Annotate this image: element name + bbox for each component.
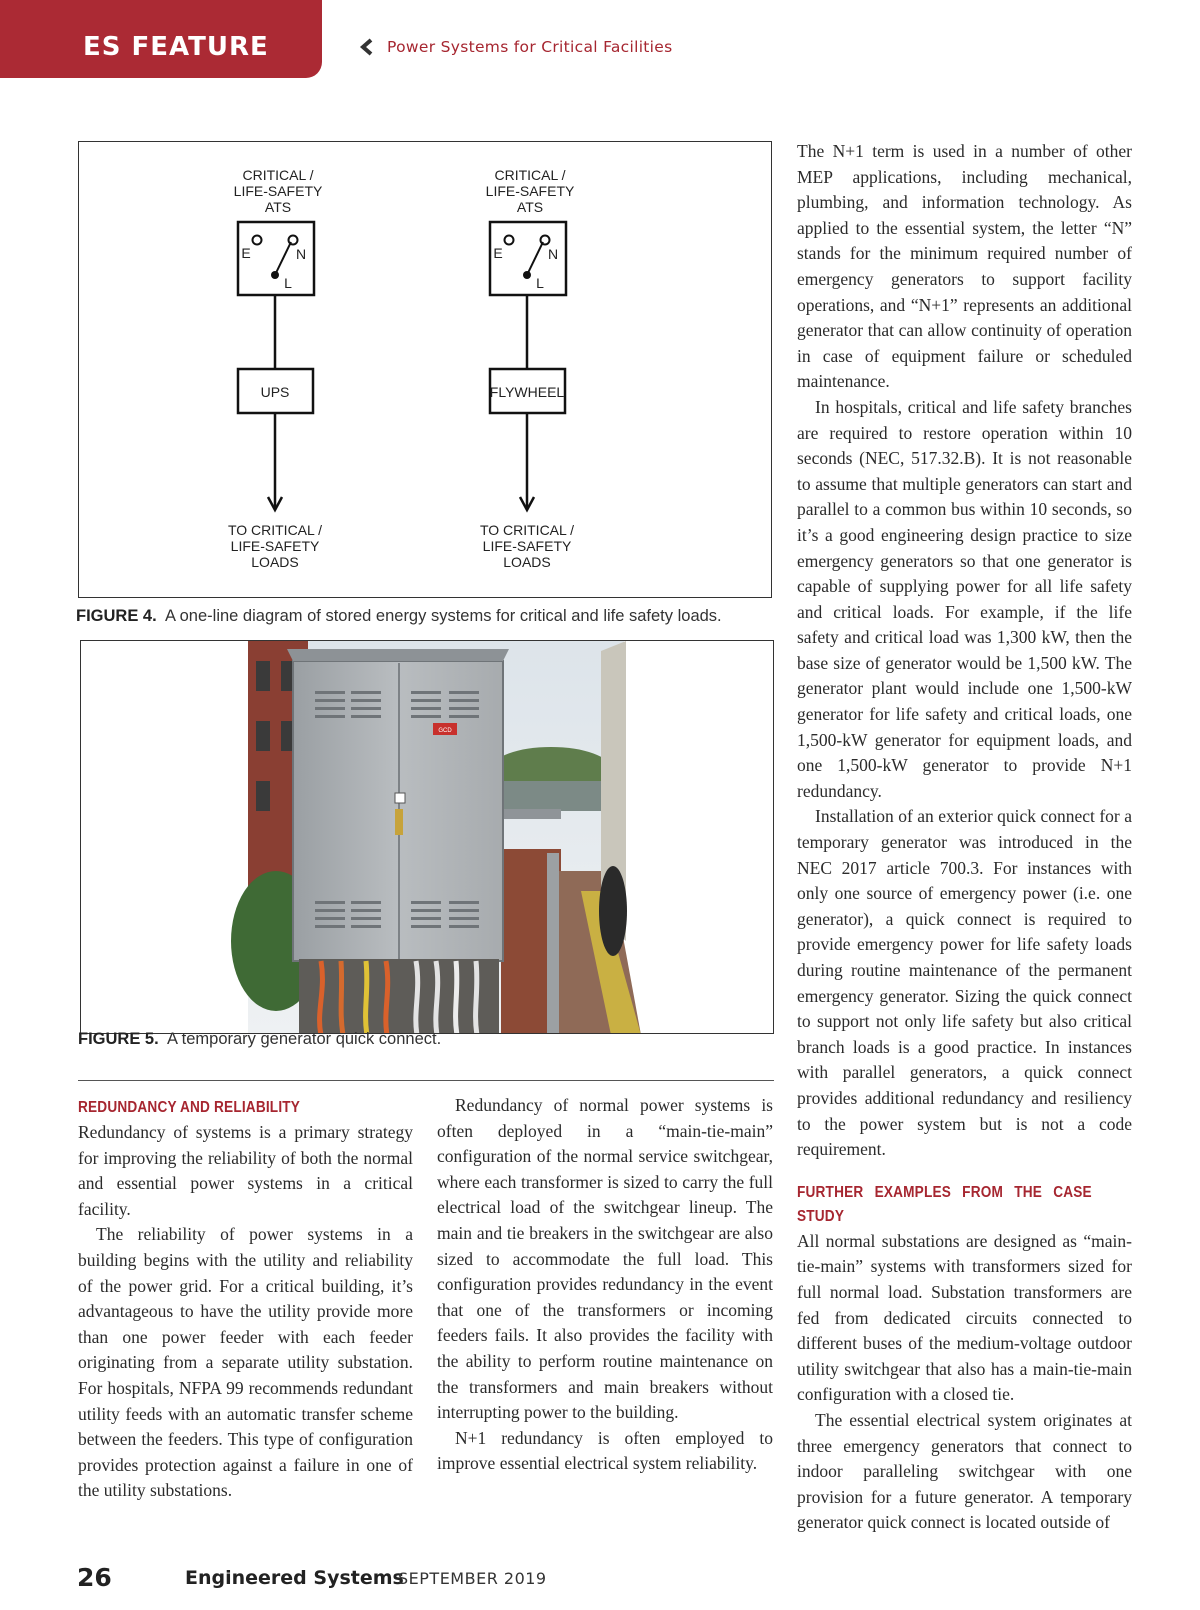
col2-paragraph-1: Redundancy of normal power systems is often deployed in a “main-tie-main” configuration of the normal service switchgear, where each transformer is sized to carry the full electrical load of the switchgear lineup. The main and tie breakers in the switchgear are also sized to accommodate the full load. This configuration provides redundancy in the event that one of the transformers or incoming feeders fails. It also provides the facility with the ability to perform routine maintenance on the transformers and main breakers without interrupting power to the building. [437,1095,773,1423]
col3-paragraph-4: All normal substations are designed as “main-tie-main” systems with transformers sized for full normal load. Substation transformers are fed from dedicated circuits connected to different buses of the medium-voltage outdoor utility switchgear that also has a main-tie-main configuration with a closed tie. [797,1230,1132,1405]
quick-connect-photo [81,641,774,1034]
right-load-label-2: LIFE-SAFETY [482,538,572,554]
right-ats-switch-blade [527,242,543,275]
col1-paragraph-2: The reliability of power systems in a building begins with the utility and reliability of the power grid. For a critical building, it’s advantageous to have the utility provide more than one power feeder with each feeder originating from a separate utility substation. For hospitals, NFPA 99 recommends redundant utility feeds with an automatic transfer scheme between the feeders. This type of configuration provides protection against a failure in one of the utility substations. [78,1224,413,1501]
right-load-label-1: TO CRITICAL / [479,522,575,538]
col2-paragraph-2: N+1 redundancy is often employed to improve essential electrical system reliability. [437,1427,773,1474]
column-1 [78,1096,413,1504]
right-ats-label-2: LIFE-SAFETY [485,183,575,199]
left-ats-label-1: CRITICAL / [242,167,314,183]
divider-rule [78,1080,774,1081]
right-load-label-3: LOADS [503,554,551,570]
right-ats-e-label: E [493,245,503,261]
left-load-label-1: TO CRITICAL / [227,522,323,538]
col3-paragraph-1: The N+1 term is used in a number of other MEP applications, including mechanical, plumbing, and information technology. As applied to the essential system, the letter “N” stands for the minimum required number of emergency generators to support facility operations, and “N+1” represents an additional generator that can allow continuity of operation in case of equipment failure or scheduled maintenance. [797,141,1132,392]
cabinet-tag-text: GCD [438,728,452,734]
figure-5-caption [78,1030,441,1049]
col1-paragraph-1: Redundancy of systems is a primary strategy for improving the reliability of both the normal and essential power systems in a critical facility. [78,1122,413,1219]
column-2 [437,1093,773,1477]
left-ats-e-contact [253,236,262,245]
left-load-label-3: LOADS [251,554,299,570]
left-ats-n-label: N [295,246,307,262]
left-ats-label-3: ATS [264,199,292,215]
col3-paragraph-3: Installation of an exterior quick connect for a temporary generator was introduced in the NEC 2017 article 700.3. For instances with only one source of emergency power (i.e. one generator), a quick connect is required to provide emergency power for life safety loads during routine maintenance of the permanent emergency generator. Sizing the quick connect to support not only life safety but also critical branch loads is a good practice. In instances with parallel generators, a quick connect provides additional redundancy and resiliency to the power system but is not a code requirement. [797,806,1132,1160]
figure-4-caption-text: A one-line diagram of stored energy systems for critical and life safety loads. [164,607,722,625]
heading-case-study: FURTHER EXAMPLES FROM THE CASE STUDY [797,1183,1092,1225]
padlock [395,809,403,835]
column-3 [797,139,1132,1536]
left-load-label-2: LIFE-SAFETY [230,538,320,554]
figure-4-caption-label: FIGURE 4. [76,607,157,625]
magazine-name: Engineered Systems [185,1567,404,1589]
figure-4-caption [76,607,722,626]
feature-banner [0,0,322,78]
left-ats-switch-blade [275,242,291,275]
right-ats-l-label: L [536,275,544,291]
section-breadcrumb[interactable] [359,38,673,56]
flywheel-label: FLYWHEEL [489,384,565,400]
right-ats-e-contact [505,236,514,245]
right-ats-n-label: N [547,246,559,262]
figure-5-photo [80,640,774,1034]
figure-5-caption-text: A temporary generator quick connect. [166,1030,442,1048]
figure-5-caption-label: FIGURE 5. [78,1030,159,1048]
left-ats-l-label: L [284,275,292,291]
ups-label: UPS [260,384,290,400]
left-ats-label-2: LIFE-SAFETY [233,183,323,199]
figure-4-diagram [78,141,772,598]
heading-redundancy: REDUNDANCY AND RELIABILITY [78,1099,301,1116]
conduit [501,809,561,819]
col3-paragraph-2: In hospitals, critical and life safety branches are required to restore operation within 10 seconds (NEC, 517.32.B). It is not reasonable to assume that multiple generators can start and parallel to a common bus within 10 seconds, so it’s a good engineering design practice to size emergency generators so that one generator is capable of supplying power for all life safety and critical loads. For example, if the life safety and critical load was 1,300 kW, then the base size of generator would be 1,500 kW. The generator plant would include one 1,500-kW generator for life safety and critical loads, one 1,500-kW generator for equipment loads, and one 1,500-kW generator to provide N+1 redundancy. [797,396,1132,801]
chevron-left-icon [359,38,375,56]
right-ats-label-3: ATS [516,199,544,215]
left-ats-e-label: E [241,245,251,261]
col3-paragraph-5: The essential electrical system originates at three emergency generators that connect to indoor paralleling switchgear with one provision for a future generator. A temporary generator quick connect is located outside of [797,1409,1132,1533]
one-line-diagram [79,142,773,599]
banner-label: ES FEATURE [83,32,269,62]
section-title: Power Systems for Critical Facilities [387,38,673,56]
right-ats-label-1: CRITICAL / [494,167,566,183]
cable-bundle [299,959,499,1034]
page-number: 26 [77,1563,112,1592]
issue-date: SEPTEMBER 2019 [398,1569,547,1588]
